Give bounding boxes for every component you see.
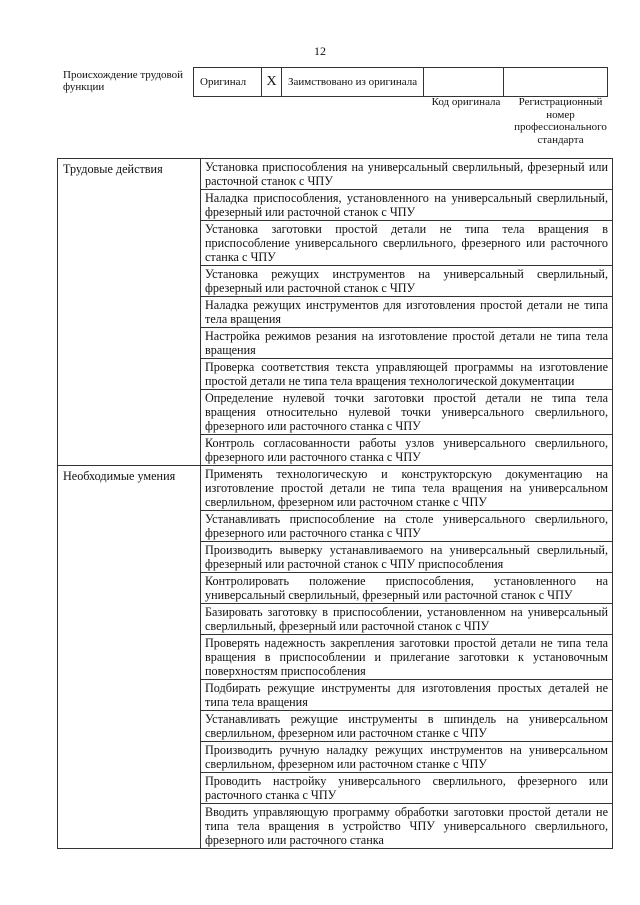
origin-label: Происхождение трудовой функции: [63, 69, 184, 93]
section-label-skills: Необходимые умения: [58, 466, 201, 849]
code-caption: Код оригинала: [431, 96, 501, 108]
table-row: Контролировать положение приспособления, установленного на универсальный сверлильный, фрезерный или расточной станок с ЧПУ: [201, 573, 613, 604]
original-cell: Оригинал: [194, 68, 262, 97]
table-row: Устанавливать приспособление на столе универсального сверлильного, фрезерного или расточного станка с ЧПУ: [201, 511, 613, 542]
table-row: Производить ручную наладку режущих инструментов на универсальном сверлильном, фрезерном или расточном станке с ЧПУ: [201, 742, 613, 773]
table-row: Определение нулевой точки заготовки простой детали не типа тела вращения относительно нулевой точки универсального сверлильного, фрезерного или расточного станка с ЧПУ: [201, 390, 613, 435]
functions-table: [57, 158, 613, 849]
table-row: Применять технологическую и конструкторскую документацию на изготовление простой детали не типа тела вращения на универсальном сверлильном, фрезерном или расточном станке с ЧПУ: [201, 466, 613, 511]
table-row: Проверять надежность закрепления заготовки простой детали не типа тела вращения в приспособлении и прилегание заготовки к установочным поверхностям приспособления: [201, 635, 613, 680]
table-row: Установка режущих инструментов на универсальный сверлильный, фрезерный или расточной станок с ЧПУ: [201, 266, 613, 297]
table-row: Вводить управляющую программу обработки заготовки простой детали не типа тела вращения в устройство ЧПУ универсального сверлильного, фрезерного или расточного станка: [201, 804, 613, 849]
section-label-actions: Трудовые действия: [58, 159, 201, 466]
borrowed-cell: Заимствовано из оригинала: [282, 68, 424, 97]
table-row: Базировать заготовку в приспособлении, установленном на универсальный сверлильный, фрезерный или расточной станок с ЧПУ: [201, 604, 613, 635]
page-number: 12: [314, 44, 326, 58]
table-row: Проводить настройку универсального сверлильного, фрезерного или расточного станка с ЧПУ: [201, 773, 613, 804]
code-cell: [424, 68, 504, 97]
original-mark: X: [262, 68, 282, 97]
table-row: Подбирать режущие инструменты для изготовления простых деталей не типа тела вращения: [201, 680, 613, 711]
table-row: Контроль согласованности работы узлов универсального сверлильного, фрезерного или расточного станка с ЧПУ: [201, 435, 613, 466]
origin-table: [193, 67, 608, 97]
table-row: Установка заготовки простой детали не типа тела вращения в приспособление универсального сверлильного, фрезерного или расточного станка с ЧПУ: [201, 221, 613, 266]
table-row: Устанавливать режущие инструменты в шпиндель на универсальном сверлильном, фрезерном или расточном станке с ЧПУ: [201, 711, 613, 742]
table-row: Производить выверку устанавливаемого на универсальный сверлильный, фрезерный или расточной станок с ЧПУ приспособления: [201, 542, 613, 573]
table-row: Проверка соответствия текста управляющей программы на изготовление простой детали не типа тела вращения технологической документации: [201, 359, 613, 390]
table-row: Настройка режимов резания на изготовление простой детали не типа тела вращения: [201, 328, 613, 359]
table-row: Наладка режущих инструментов для изготовления простой детали не типа тела вращения: [201, 297, 613, 328]
table-row: Наладка приспособления, установленного на универсальный сверлильный, фрезерный или расточной станок с ЧПУ: [201, 190, 613, 221]
table-row: Установка приспособления на универсальный сверлильный, фрезерный или расточной станок с ЧПУ: [201, 159, 613, 190]
reg-caption: Регистрационный номер профессионального стандарта: [514, 96, 607, 146]
reg-number-cell: [504, 68, 608, 97]
